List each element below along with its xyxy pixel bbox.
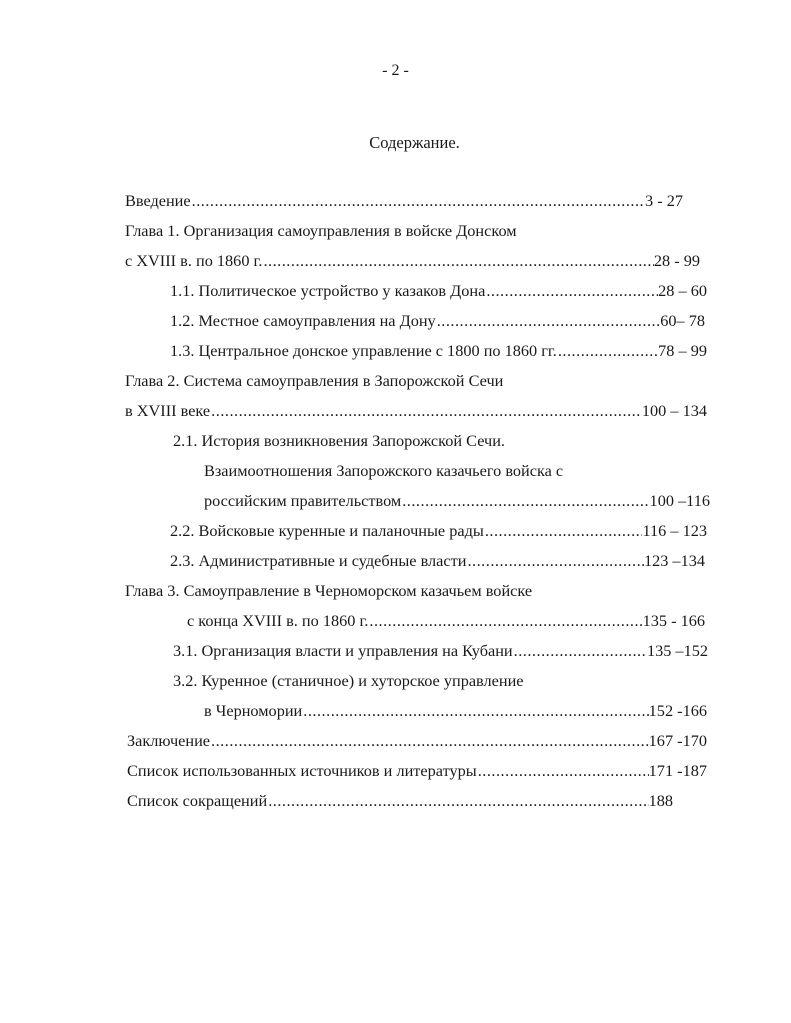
leader-dots	[210, 401, 642, 421]
toc-entry	[125, 251, 700, 273]
toc-entry-text: Введение	[125, 191, 191, 210]
toc-entry-text: 1.1. Политическое устройство у казаков Дона	[170, 281, 486, 300]
leader-dots	[513, 641, 647, 661]
toc-entry	[170, 311, 705, 333]
toc-entry	[125, 191, 683, 213]
toc-entry-pages: 28 – 60	[658, 281, 707, 300]
toc-entry	[125, 371, 503, 393]
toc-title: Содержание.	[369, 133, 460, 152]
toc-entry	[127, 761, 707, 783]
toc-entry-pages: 152 -166	[648, 701, 707, 720]
toc-entry-pages: 28 - 99	[653, 251, 700, 270]
leader-dots	[477, 761, 649, 781]
toc-entry	[204, 461, 563, 483]
leader-dots	[436, 311, 661, 331]
toc-entry	[170, 281, 707, 303]
toc-entry-text: 2.1. История возникновения Запорожской Сечи.	[173, 431, 506, 450]
toc-entry-text: 3.2. Куренное (станичное) и хуторское управление	[173, 671, 524, 690]
toc-entry-text: 3.1. Организация власти и управления на Кубани	[173, 641, 513, 660]
toc-entry	[204, 701, 707, 723]
toc-entry-text: Список сокращений	[127, 791, 268, 810]
toc-entry-text: в XVIII веке	[125, 401, 211, 420]
toc-entry-pages: 116 – 123	[642, 521, 707, 540]
toc-entry	[187, 611, 705, 633]
leader-dots	[267, 791, 648, 811]
leader-dots	[466, 551, 643, 571]
toc-entry-pages: 135 - 166	[642, 611, 705, 630]
leader-dots	[401, 491, 649, 511]
toc-entry	[170, 551, 705, 573]
toc-entry	[170, 341, 707, 363]
toc-entry-text: Список использованных источников и литературы	[127, 761, 477, 780]
toc-entry-text: Заключение	[127, 731, 211, 750]
toc-entry	[204, 491, 710, 513]
leader-dots	[191, 191, 645, 211]
toc-entry-pages: 135 –152	[646, 641, 708, 660]
leader-dots	[210, 731, 649, 751]
leader-dots	[302, 701, 648, 721]
toc-entry-text: 2.2. Войсковые куренные и паланочные рады	[170, 521, 484, 540]
toc-entry-text: в Черномории	[204, 701, 303, 720]
toc-entry-pages: 188	[648, 791, 673, 810]
toc-entry-pages: 171 -187	[648, 761, 707, 780]
toc-entry-pages: 123 –134	[643, 551, 705, 570]
toc-entry	[125, 401, 707, 423]
toc-entry-text: 2.3. Административные и судебные власти	[170, 551, 467, 570]
toc-entry-text: Глава 1. Организация самоуправления в войске Донском	[125, 221, 517, 240]
toc-entry-text: Глава 3. Самоуправление в Черноморском казачьем войске	[125, 581, 533, 600]
leader-dots	[368, 611, 642, 631]
page-number: - 2 -	[382, 62, 409, 79]
toc-entry-pages: 3 - 27	[645, 191, 683, 210]
toc-entry-pages: 78 – 99	[658, 341, 707, 360]
toc-entry	[127, 731, 707, 753]
leader-dots	[484, 521, 643, 541]
toc-entry	[170, 521, 707, 543]
toc-entry-text: 1.2. Местное самоуправления на Дону	[170, 311, 436, 330]
toc-entry	[173, 671, 524, 693]
toc-entry-text: с конца XVIII в. по 1860 г.	[187, 611, 369, 630]
toc-entry-text: Взаимоотношения Запорожского казачьего войска с	[204, 461, 564, 480]
toc-entry	[125, 221, 517, 243]
toc-entry-text: 1.3. Центральное донское управление с 1800 по 1860 гг.	[170, 341, 557, 360]
toc-entry-text: российским правительством	[204, 491, 402, 510]
leader-dots	[485, 281, 658, 301]
toc-entry	[173, 431, 505, 453]
toc-entry-pages: 60– 78	[660, 311, 705, 330]
leader-dots	[557, 341, 658, 361]
toc-entry	[173, 641, 708, 663]
toc-entry-text: Глава 2. Система самоуправления в Запорожской Сечи	[125, 371, 504, 390]
toc-entry-pages: 167 -170	[648, 731, 707, 750]
toc-entry-text: с XVIII в. по 1860 г.	[125, 251, 263, 270]
leader-dots	[262, 251, 653, 271]
toc-entry	[125, 581, 532, 603]
toc-entry	[127, 791, 673, 813]
toc-entry-pages: 100 – 134	[641, 401, 707, 420]
toc-entry-pages: 100 –116	[649, 491, 710, 510]
